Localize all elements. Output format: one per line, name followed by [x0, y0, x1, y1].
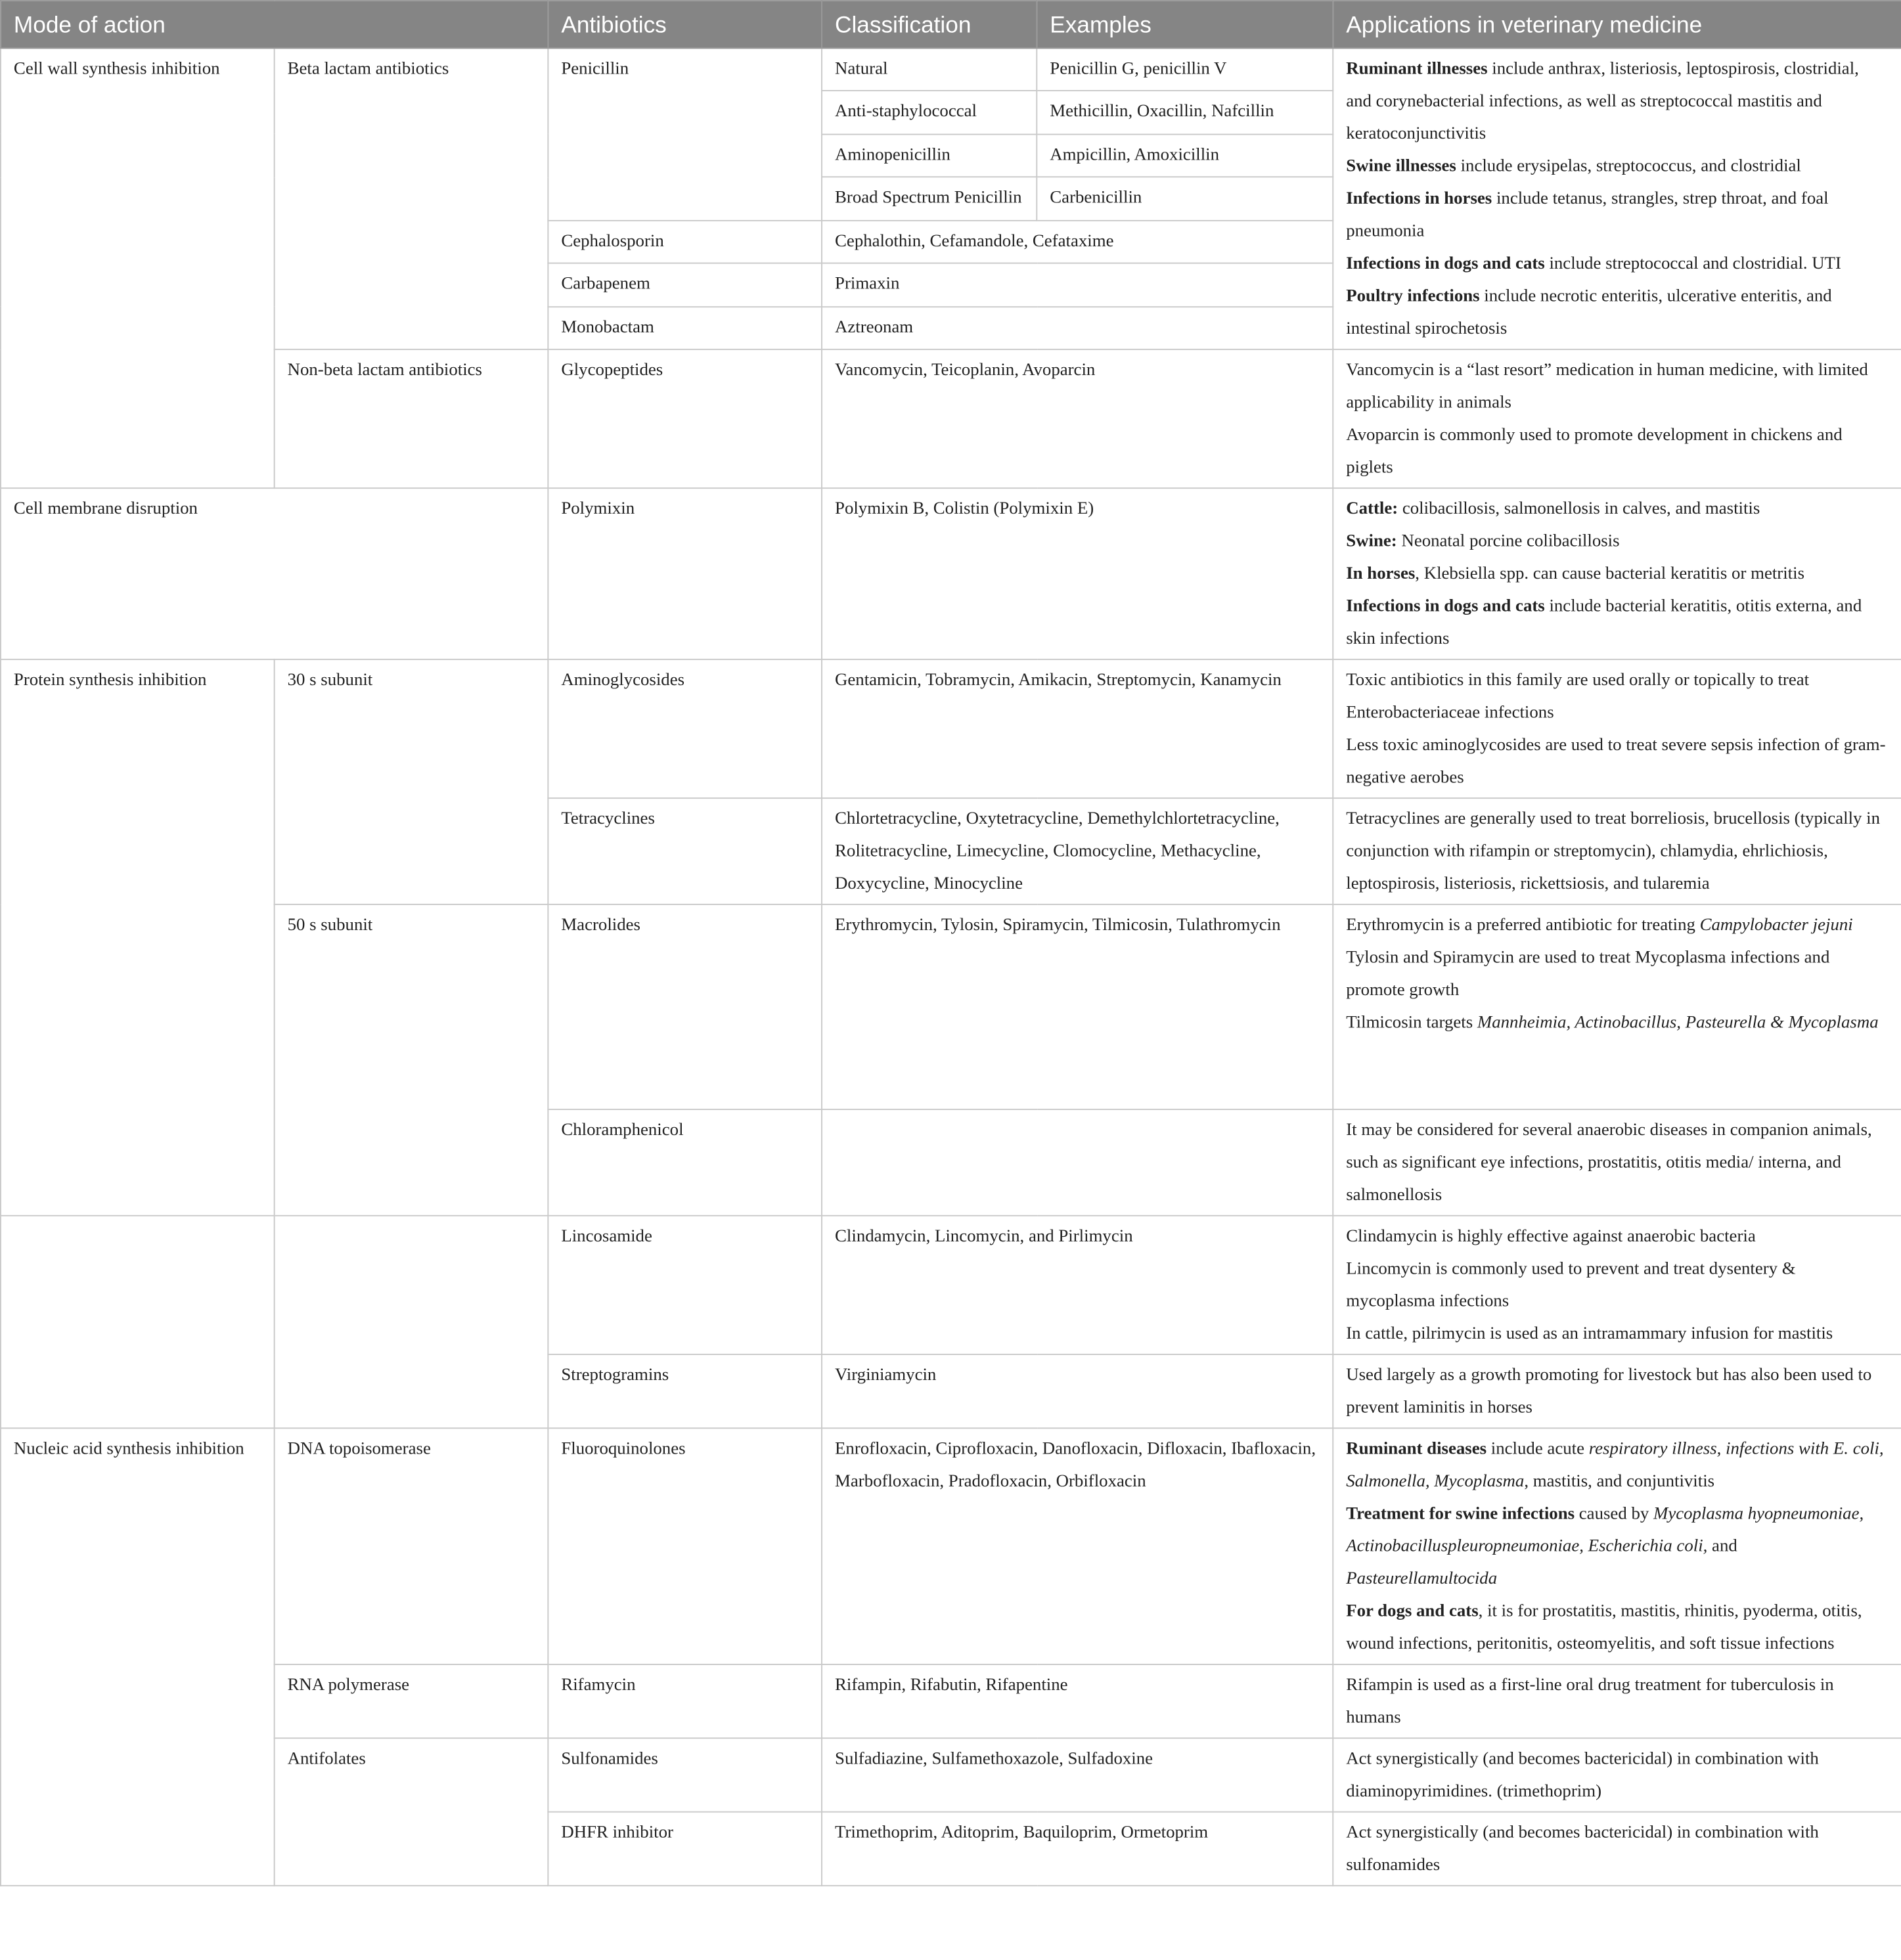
examples-cell: Gentamicin, Tobramycin, Amikacin, Streptomycin, Kanamycin [822, 659, 1333, 798]
subclass-cell: RNA polymerase [275, 1664, 548, 1738]
application-line: Lincomycin is commonly used to prevent and treat dysentery & mycoplasma infections [1346, 1258, 1796, 1312]
application-line: Treatment for swine infections caused by Mycoplasma hyopneumoniae, Actinobacilluspleuropneumoniae, Escherichia coli, and Pasteurellamultocida [1346, 1503, 1864, 1589]
table-row [1, 1664, 1901, 1738]
table-row [1, 48, 1901, 91]
antibiotic-cell: Chloramphenicol [548, 1109, 822, 1216]
application-line: Infections in dogs and cats include streptococcal and clostridial. UTI [1346, 254, 1842, 274]
table-row [1, 1216, 1901, 1354]
application-line: Vancomycin is a “last resort” medication in human medicine, with limited applicability in animals [1346, 360, 1868, 413]
antibiotic-cell: Rifamycin [548, 1664, 822, 1738]
table-row [1, 659, 1901, 798]
application-line: In cattle, pilrimycin is used as an intramammary infusion for mastitis [1346, 1324, 1833, 1344]
examples-cell: Erythromycin, Tylosin, Spiramycin, Tilmicosin, Tulathromycin [822, 904, 1333, 1109]
subclass-cell: Antifolates [275, 1738, 548, 1886]
antibiotic-cell: Carbapenem [548, 263, 822, 307]
examples-cell: Enrofloxacin, Ciprofloxacin, Danofloxacin, Difloxacin, Ibafloxacin, Marbofloxacin, Pradofloxacin, Orbifloxacin [822, 1428, 1333, 1664]
subclass-cell: 50 s subunit [275, 904, 548, 1216]
examples-cell: Virginiamycin [822, 1354, 1333, 1428]
subclass-cell: DNA topoisomerase [275, 1428, 548, 1664]
antibiotic-cell: DHFR inhibitor [548, 1812, 822, 1886]
antibiotic-cell: Sulfonamides [548, 1738, 822, 1812]
examples-cell: Cephalothin, Cefamandole, Cefataxime [822, 220, 1333, 263]
mode-cell: Cell wall synthesis inhibition [1, 48, 275, 488]
application-line: Erythromycin is a preferred antibiotic for treating Campylobacter jejuni [1346, 915, 1853, 935]
header-antibiotics: Antibiotics [548, 1, 822, 48]
mode-cell: Nucleic acid synthesis inhibition [1, 1428, 275, 1886]
examples-cell: Clindamycin, Lincomycin, and Pirlimycin [822, 1216, 1333, 1354]
header-applications: Applications in veterinary medicine [1333, 1, 1901, 48]
classification-cell: Natural [822, 48, 1037, 91]
application-line: Less toxic aminoglycosides are used to treat severe sepsis infection of gram-negative aerobes [1346, 735, 1886, 788]
antibiotic-cell: Lincosamide [548, 1216, 822, 1354]
examples-cell: Chlortetracycline, Oxytetracycline, Demethylchlortetracycline, Rolitetracycline, Limecycline, Clomocycline, Methacycline, Doxycycline, Minocycline [822, 798, 1333, 904]
mode-cell: Cell membrane disruption [1, 488, 548, 659]
antibiotic-cell: Aminoglycosides [548, 659, 822, 798]
applications-cell [1333, 488, 1901, 659]
antibiotic-cell: Penicillin [548, 48, 822, 220]
applications-cell [1333, 1428, 1901, 1664]
antibiotic-cell: Monobactam [548, 306, 822, 349]
table-row [1, 1738, 1901, 1812]
table-row [1, 349, 1901, 488]
applications-cell [1333, 659, 1901, 798]
application-line: Infections in dogs and cats include bacterial keratitis, otitis externa, and skin infections [1346, 596, 1862, 649]
header-examples: Examples [1037, 1, 1333, 48]
mode-cell: Protein synthesis inhibition [1, 659, 275, 1216]
application-line: Tilmicosin targets Mannheimia, Actinobacillus, Pasteurella & Mycoplasma [1346, 1012, 1879, 1033]
header-row [1, 1, 1901, 48]
application-line: In horses, Klebsiella spp. can cause bacterial keratitis or metritis [1346, 564, 1805, 584]
classification-cell: Broad Spectrum Penicillin [822, 177, 1037, 221]
examples-cell: Rifampin, Rifabutin, Rifapentine [822, 1664, 1333, 1738]
subclass-cell: Non-beta lactam antibiotics [275, 349, 548, 488]
application-line: Ruminant diseases include acute respiratory illness, infections with E. coli, Salmonella, Mycoplasma, mastitis, and conjuntivitis [1346, 1438, 1884, 1492]
examples-cell: Carbenicillin [1037, 177, 1333, 221]
examples-cell: Sulfadiazine, Sulfamethoxazole, Sulfadoxine [822, 1738, 1333, 1812]
applications-cell: Tetracyclines are generally used to treat borreliosis, brucellosis (typically in conjunction with rifampin or streptomycin), chlamydia, ehrlichiosis, leptospirosis, listeriosis, rickettsiosis, and tularemia [1333, 798, 1901, 904]
application-line: Infections in horses include tetanus, strangles, strep throat, and foal pneumonia [1346, 189, 1829, 242]
application-line: For dogs and cats, it is for prostatitis, mastitis, rhinitis, pyoderma, otitis, wound infections, peritonitis, osteomyelitis, and soft tissue infections [1346, 1601, 1862, 1654]
examples-cell: Primaxin [822, 263, 1333, 307]
mode-cell [1, 1216, 275, 1429]
examples-cell: Trimethoprim, Aditoprim, Baquiloprim, Ormetoprim [822, 1812, 1333, 1886]
subclass-cell: Beta lactam antibiotics [275, 48, 548, 349]
antibiotic-cell: Macrolides [548, 904, 822, 1109]
antibiotic-cell: Glycopeptides [548, 349, 822, 488]
table-row [1, 1428, 1901, 1664]
applications-cell: Used largely as a growth promoting for livestock but has also been used to prevent laminitis in horses [1333, 1354, 1901, 1428]
applications-cell: Rifampin is used as a first-line oral drug treatment for tuberculosis in humans [1333, 1664, 1901, 1738]
subclass-cell [275, 1216, 548, 1429]
application-line: Clindamycin is highly effective against anaerobic bacteria [1346, 1226, 1756, 1247]
antibiotic-cell: Cephalosporin [548, 220, 822, 263]
applications-cell: Act synergistically (and becomes bactericidal) in combination with sulfonamides [1333, 1812, 1901, 1886]
antibiotic-cell: Tetracyclines [548, 798, 822, 904]
applications-cell: It may be considered for several anaerobic diseases in companion animals, such as significant eye infections, prostatitis, otitis media/ interna, and salmonellosis [1333, 1109, 1901, 1216]
applications-cell [1333, 48, 1901, 349]
applications-cell: Act synergistically (and becomes bactericidal) in combination with diaminopyrimidines. (trimethoprim) [1333, 1738, 1901, 1812]
classification-cell: Anti-staphylococcal [822, 91, 1037, 135]
examples-cell [822, 1109, 1333, 1216]
header-mode: Mode of action [1, 1, 548, 48]
application-line: Poultry infections include necrotic enteritis, ulcerative enteritis, and intestinal spirochetosis [1346, 286, 1832, 339]
examples-cell: Methicillin, Oxacillin, Nafcillin [1037, 91, 1333, 135]
antibiotic-cell: Streptogramins [548, 1354, 822, 1428]
applications-cell [1333, 1216, 1901, 1354]
application-line: Ruminant illnesses include anthrax, listeriosis, leptospirosis, clostridial, and corynebacterial infections, as well as streptococcal mastitis and keratoconjunctivitis [1346, 58, 1859, 144]
subclass-cell: 30 s subunit [275, 659, 548, 904]
examples-cell: Polymixin B, Colistin (Polymixin E) [822, 488, 1333, 659]
antibiotic-cell: Polymixin [548, 488, 822, 659]
header-classification: Classification [822, 1, 1037, 48]
examples-cell: Aztreonam [822, 306, 1333, 349]
application-line: Avoparcin is commonly used to promote development in chickens and piglets [1346, 425, 1843, 478]
application-line: Tylosin and Spiramycin are used to treat Mycoplasma infections and promote growth [1346, 947, 1830, 1000]
application-line: Cattle: colibacillosis, salmonellosis in calves, and mastitis [1346, 499, 1760, 519]
examples-cell: Vancomycin, Teicoplanin, Avoparcin [822, 349, 1333, 488]
examples-cell: Penicillin G, penicillin V [1037, 48, 1333, 91]
application-line: Swine: Neonatal porcine colibacillosis [1346, 531, 1620, 552]
table-row [1, 488, 1901, 659]
applications-cell [1333, 349, 1901, 488]
classification-cell: Aminopenicillin [822, 134, 1037, 177]
application-line: Swine illnesses include erysipelas, streptococcus, and clostridial [1346, 156, 1801, 177]
applications-cell [1333, 904, 1901, 1109]
examples-cell: Ampicillin, Amoxicillin [1037, 134, 1333, 177]
antibiotic-cell: Fluoroquinolones [548, 1428, 822, 1664]
application-line: Toxic antibiotics in this family are used orally or topically to treat Enterobacteriaceae infections [1346, 670, 1810, 723]
table-row [1, 904, 1901, 1109]
